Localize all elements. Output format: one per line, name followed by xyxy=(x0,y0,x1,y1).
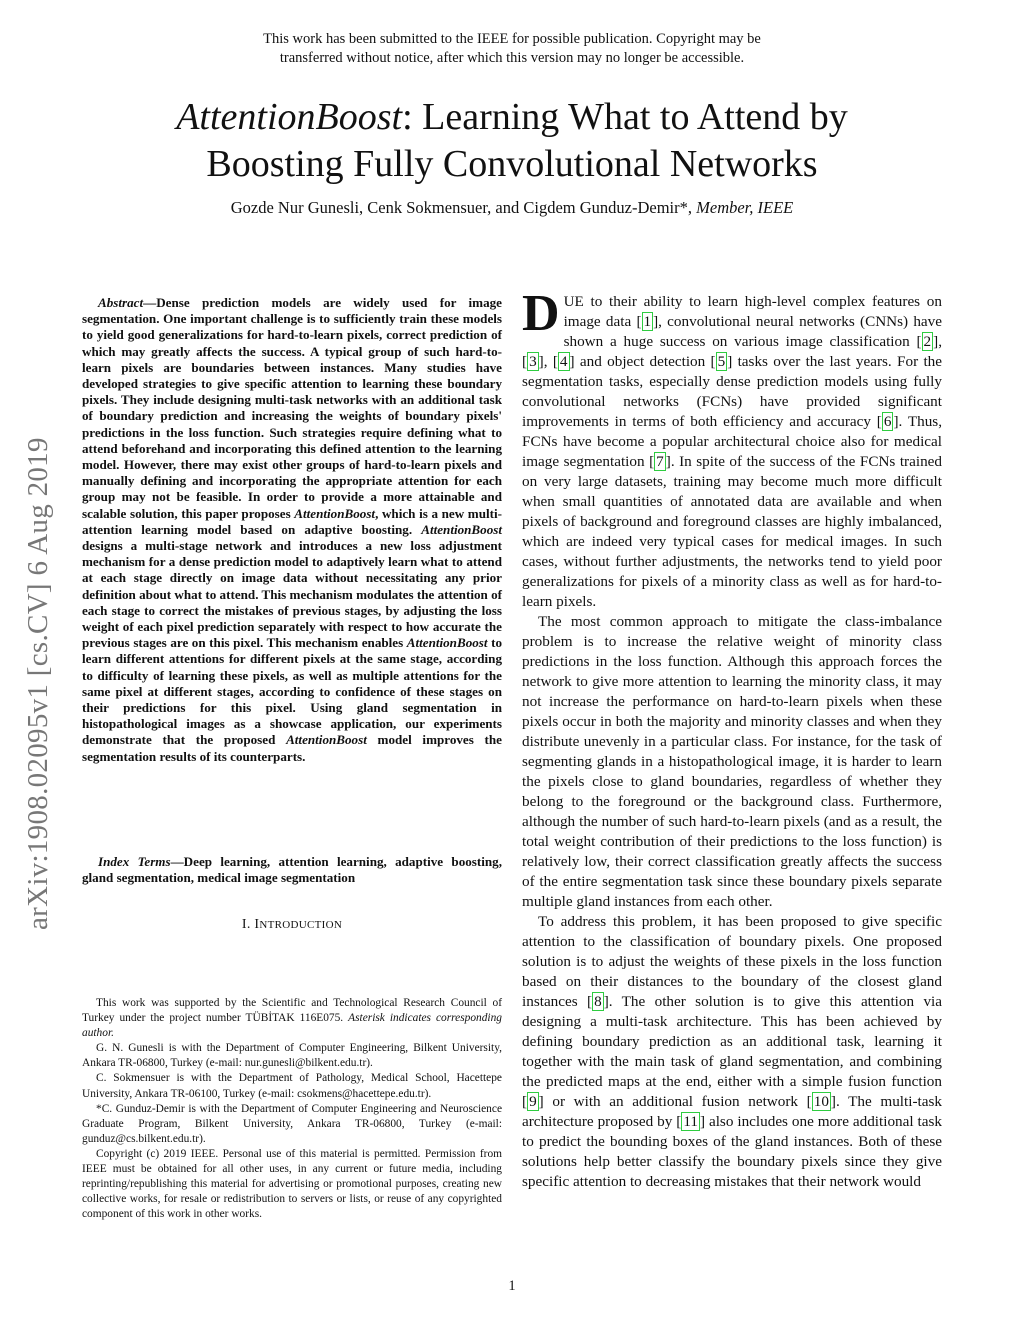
author-names: Gozde Nur Gunesli, Cenk Sokmensuer, and Cigdem Gunduz-Demir*, xyxy=(230,198,697,217)
text-run: . Thus, FCNs have become a popular architectural choice also for medical image segmentation xyxy=(522,413,942,470)
citation-link[interactable]: 7 xyxy=(656,453,664,470)
text-run: G. N. Gunesli is with the Department of Computer Engineering, Bilkent University, Ankara TR-06800, Turkey (e-mail: nur.gunesli@bilkent.edu.tr). xyxy=(82,1042,502,1070)
footnotes xyxy=(82,996,502,1222)
italic-text: AttentionBoost xyxy=(294,505,376,521)
index-terms-text xyxy=(82,854,502,886)
text-run: or with an additional fusion network xyxy=(543,1093,807,1110)
text-run: also includes one more additional task to predict the bounding boxes of the gland instances. Both of these solutions help better classify the boundary pixels since they give specific attention to decreasing mistakes that their network would xyxy=(522,1113,942,1190)
text-run: tasks over the last years. For the segmentation tasks, especially dense prediction models using fully convolutional networks (FCNs) have provided significant improvements in terms of both efficiency and accuracy xyxy=(522,353,943,430)
introduction-body xyxy=(522,285,943,1192)
text-run: . In spite of the success of the FCNs trained on very large datasets, training may become much more difficult when small quantities of annotated data are available and when pixels of background and foreground classes are highly imbalanced, which are indeed very typical cases for medical images. In such cases, without further adjustments, the networks tend to yield poor generalizations for pixels of a minority class as well as for hard-to-learn pixels. xyxy=(522,453,942,610)
text-run: , xyxy=(938,333,942,350)
footnote xyxy=(82,996,502,1041)
text-run: . The other solution is to give this attention via designing a multi-task architecture. This has been achieved by defining boundary prediction as an additional task, learning it together with the main task of gland segmentation, and combining the predicted maps at the end, either with a simple fusion function xyxy=(522,993,942,1090)
italic-text: Index Terms xyxy=(98,854,171,869)
paragraph xyxy=(522,612,942,912)
citation-link[interactable]: 9 xyxy=(529,1093,537,1110)
text-run: The most common approach to mitigate the class-imbalance problem is to increase the relative weight of minority class predictions in the loss function. Although this approach forces the network to give more attention to learning the minority class, it may not increase the performance on hard-to-learn pixels when these pixels occur in both the majority and minority classes and when they distribute unevenly in a particular class. For instance, for the task of segmenting glands in a histopathological image, it is harder to learn the pixels close to gland boundaries, regardless of whether they belong to the foreground or the background class. Furthermore, although the number of such hard-to-learn pixels (and as a result, the total weight contribution of their predictions to the loss function) is relatively low, their correct classification greatly affects the success of the entire segmentation task since these boundary pixels separate multiple gland instances from each other. xyxy=(522,613,942,910)
notice-line: transferred without notice, after which this version may no longer be accessible. xyxy=(279,50,745,66)
citation-link[interactable]: 10 xyxy=(813,1093,829,1110)
page-number: 1 xyxy=(508,1278,516,1294)
section-initial: I xyxy=(254,917,260,932)
title-italic: AttentionBoost xyxy=(176,96,403,138)
text-run: , convolutional neural networks (CNNs) have shown a huge success on various image classification xyxy=(563,313,943,350)
text-run: To address this problem, it has been proposed to give specific attention to the classification of boundary pixels. One proposed solution is to adjust the weights of these pixels in the loss function based on their distances to the boundary of the closest gland instances xyxy=(522,913,942,1010)
submission-notice xyxy=(0,30,1024,68)
drop-cap: D xyxy=(522,285,560,342)
index-terms xyxy=(82,854,502,886)
citation-link[interactable]: 2 xyxy=(923,333,932,350)
notice-line: This work has been submitted to the IEEE for possible publication. Copyright may be xyxy=(263,31,761,47)
italic-text: Abstract xyxy=(98,295,144,310)
italic-text: AttentionBoost xyxy=(286,732,367,748)
citation-link[interactable]: 1 xyxy=(643,313,652,330)
author-list xyxy=(0,198,1024,218)
text-run: and object detection xyxy=(574,353,711,370)
text-run: , xyxy=(543,353,553,370)
abstract xyxy=(82,295,502,765)
italic-text: AttentionBoost xyxy=(406,635,488,651)
text-run: —Deep learning, attention learning, adaptive boosting, gland segmentation, medical image segmentation xyxy=(82,854,502,886)
text-run: , which is a new multi-attention learning model based on adaptive boosting. xyxy=(82,505,502,537)
title-line1: : Learning What to Attend by xyxy=(402,96,848,138)
text-run: *C. Gunduz-Demir is with the Department of Computer Engineering and Neuroscience Graduate Program, Bilkent University, Ankara TR-06800, Turkey (e-mail: gunduz@cs.bilkent.edu.tr). xyxy=(82,1102,502,1145)
paragraph: DUE to their ability to learn high-level complex features on image data [ 1 ], convolutional neural networks (CNNs) have shown a huge success on various image classification [ 2 ], [ 3 ], [ 4 ] and object detection [ 5 ] tasks over the last years. For the segmentation tasks, especially dense prediction models using fully convolutional networks (FCNs) have provided significant improvements in terms of both efficiency and accuracy [ 6 ]. Thus, FCNs have become a popular architectural choice also for medical image segmentation [ 7 ]. In spite of the success of the FCNs trained on very large datasets, training may become much more difficult when small quantities of annotated data are available and when pixels of background and foreground classes are highly imbalanced, which are indeed very typical cases for medical images. In such cases, without further adjustments, the networks tend to yield poor generalizations for pixels of a minority class as well as for hard-to-learn pixels. xyxy=(522,285,943,610)
citation-link[interactable]: 8 xyxy=(594,993,602,1010)
paper-title xyxy=(0,94,1024,188)
text-run: . The multi-task architecture proposed by xyxy=(522,1093,942,1130)
text-run: designs a multi-stage network and introduces a new loss adjustment mechanism for a dense prediction model to adaptively learn what to attend at each stage directly on image data without necessitating any prior definition about what to attend. This mechanism modulates the attention of each stage to correct the mistakes of previous stages, by adjusting the loss weight of each pixel prediction separately with respect to how accurate the previous stages are on this pixel. This mechanism enables xyxy=(82,538,502,651)
paragraph: To address this problem, it has been proposed to give specific attention to the classification of boundary pixels. One proposed solution is to adjust the weights of these pixels in the loss function based on their distances to the boundary of the closest gland instances [ 8 ]. The other solution is to give this attention via designing a multi-task architecture. This has been achieved by defining boundary prediction as an additional task, learning it together with the main task of gland segmentation, and combining the predicted maps at the end, either with a simple fusion function [ 9 ] or with an additional fusion network [ 10 ]. The multi-task architecture proposed by [ 11 ] also includes one more additional task to predict the bounding boxes of the gland instances. Both of these solutions help better classify the boundary pixels since they give specific attention to decreasing mistakes that their network would xyxy=(522,913,942,1190)
text-run: C. Sokmensuer is with the Department of Pathology, Medical School, Hacettepe University, Ankara TR-06100, Turkey (e-mail: csokmens@hacettepe.edu.tr). xyxy=(82,1072,502,1100)
italic-text: Asterisk indicates corresponding author. xyxy=(82,1012,502,1040)
text-run: to learn different attentions for different pixels at the same stage, according to difficulty of learning these pixels, as well as multiple attentions for the same pixel at different stages, according to confidence of these stages on their predictions for this pixel. Using gland segmentation in histopathological images as a showcase application, our experiments demonstrate that the proposed xyxy=(82,635,502,748)
footnote xyxy=(82,1071,502,1101)
section-number: I. xyxy=(241,917,255,932)
citation-link[interactable]: 3 xyxy=(529,353,537,370)
section-heading xyxy=(82,917,502,933)
abstract-text xyxy=(82,295,502,765)
citation-link[interactable]: 6 xyxy=(883,413,892,430)
text-run: model improves the segmentation results of its counterparts. xyxy=(82,732,502,764)
citation-link[interactable]: 4 xyxy=(559,353,568,370)
section-rest: NTRODUCTION xyxy=(259,919,343,931)
citation-link[interactable]: 11 xyxy=(683,1113,698,1130)
title-line2: Boosting Fully Convolutional Networks xyxy=(206,143,818,185)
text-run: Copyright (c) 2019 IEEE. Personal use of this material is permitted. Permission from IEEE must be obtained for all other uses, in any current or future media, including reprinting/republishing this material for advertising or promotional purposes, creating new collective works, for resale or redistribution to servers or lists, or reuse of any copyrighted component of this work in other works. xyxy=(82,1147,502,1221)
text-run: —Dense prediction models are widely used for image segmentation. One important challenge is to sufficiently train these models to yield good generalizations for hard-to-learn pixels, correct prediction of which may greatly affects the success. A typical group of such hard-to-learn pixels are boundaries between instances. Many studies have developed strategies to give specific attention to learning these boundary pixels. They include designing multi-task networks with an additional task of boundary prediction and increasing the weights of boundary pixels' predictions in the loss function. Such strategies require defining what to attend beforehand and incorporating this defined attention to the learning model. However, there may exist other groups of hard-to-learn pixels and manually defining and incorporating the appropriate attention for each group may not be feasible. In order to provide a more attainable and scalable solution, this paper proposes xyxy=(82,295,502,521)
footnote xyxy=(82,1102,502,1147)
citation-link[interactable]: 5 xyxy=(717,353,726,370)
arxiv-identifier: arXiv:1908.02095v1 [cs.CV] 6 Aug 2019 xyxy=(22,437,54,930)
footnote xyxy=(82,1041,502,1071)
footnote xyxy=(82,1147,502,1222)
italic-text: AttentionBoost xyxy=(421,521,502,537)
text-run: UE to their ability to learn high-level complex features on image data xyxy=(563,293,942,330)
author-membership: Member, IEEE xyxy=(696,198,794,217)
text-run: This work was supported by the Scientific and Technological Research Council of Turkey under the project number TÜBİTAK 116E075. xyxy=(82,997,502,1025)
